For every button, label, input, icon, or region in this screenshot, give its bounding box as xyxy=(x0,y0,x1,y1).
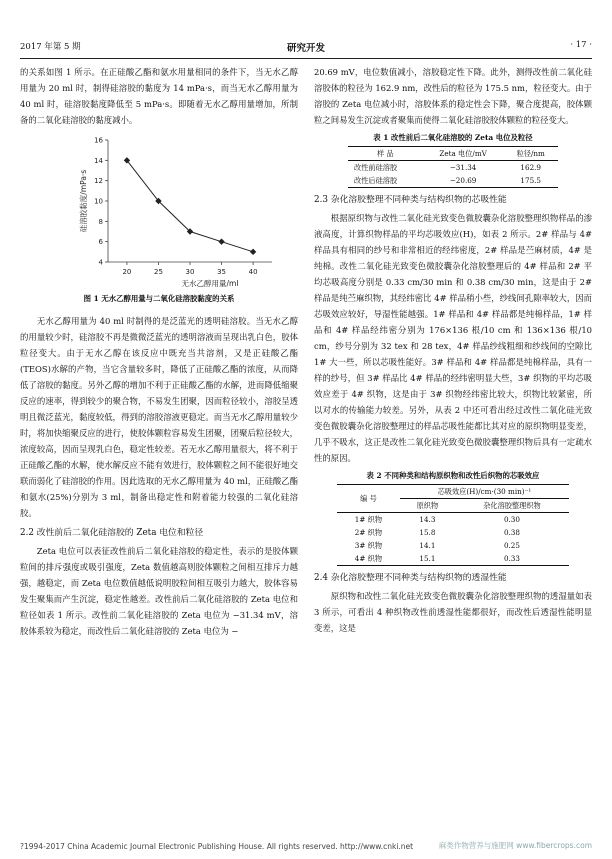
y-axis-title: 硅溶胶黏度/mPa·s xyxy=(79,169,88,233)
y-tick-label: 12 xyxy=(94,177,103,186)
watermark: 麻类作物营养与施肥网 www.fibercrops.com xyxy=(438,841,592,850)
table-1-caption: 表 1 改性前后二氧化硅溶胶的 Zeta 电位及粒径 xyxy=(373,133,533,142)
table-cell: 3# 织物 xyxy=(354,541,383,550)
paragraph: 的关系如图 1 所示。在正硅酸乙酯和氨水用量相同的条件下，当无水乙醇用量为 20 ml 时，制得硅溶胶的黏度为 14 mPa·s，而当无水乙醇用量为 40 ml 时，硅溶胶黏度降低至 5 mPa·s。即随着无水乙醇用量增加，所制备的二氧化硅溶胶的黏度减小。 xyxy=(20,67,298,125)
table-cell: 0.25 xyxy=(503,541,520,550)
table-header-row xyxy=(348,147,558,161)
table-cell: 14.1 xyxy=(419,541,436,550)
table-cell: 0.30 xyxy=(503,515,520,524)
table-cell: −20.69 xyxy=(449,176,477,185)
page-number: · 17 · xyxy=(570,40,592,50)
section-title: 研究开发 xyxy=(286,43,325,54)
table-cell: 15.1 xyxy=(419,554,436,563)
section-heading: 2.4 杂化溶胶整理不同种类与结构织物的透湿性能 xyxy=(314,573,507,583)
table-header: 芯吸效应(H)/cm·(30 min)⁻¹ xyxy=(400,485,569,499)
paragraph: 20.69 mV，电位数值减小，溶胶稳定性下降。此外，测得改性前二氧化硅溶胶体的粒径为 162.9 nm，改性后的粒径为 175.5 nm，粒径变大。由于溶胶的 Zeta 电位减小时，溶胶体系的稳定性会下降，聚合度提高，胶体颗粒之间易发生沉淀或者聚集而使得二氧化硅溶胶胶体颗粒的粒径变大。 xyxy=(314,67,592,125)
table-1 xyxy=(348,146,558,188)
page-footer xyxy=(20,842,592,851)
table-row xyxy=(348,174,558,188)
left-column xyxy=(20,64,298,639)
x-tick-label: 20 xyxy=(122,268,132,276)
y-tick-label: 4 xyxy=(98,258,103,267)
figure-1-chart xyxy=(20,132,298,290)
table-cell: 175.5 xyxy=(520,176,541,185)
viscosity-line-chart xyxy=(20,132,298,290)
x-tick-label: 35 xyxy=(217,268,226,276)
table-cell: −31.34 xyxy=(449,163,477,172)
table-cell: 4# 织物 xyxy=(354,554,383,563)
y-tick-label: 16 xyxy=(94,136,103,145)
table-row xyxy=(337,539,569,552)
table-cell: 15.8 xyxy=(419,528,436,537)
table-header: Zeta 电位/mV xyxy=(439,149,487,158)
table-cell: 改性前硅溶胶 xyxy=(354,163,398,172)
series-line xyxy=(127,160,253,252)
table-cell: 14.3 xyxy=(419,515,436,524)
section-heading: 2.2 改性前后二氧化硅溶胶的 Zeta 电位和粒径 xyxy=(20,528,204,538)
y-tick-label: 10 xyxy=(94,197,103,206)
paragraph: 无水乙醇用量为 40 ml 时制得的是泛蓝光的透明硅溶胶。当无水乙醇的用量较少时，硅溶胶不再是微微泛蓝光的透明溶液而呈现出乳白色，胶体粒径变大。由于无水乙醇在该反应中既充当共溶剂，又是正硅酸乙酯(TEOS)水解的产物，当它含量较多时，降低了正硅酸乙酯的浓度，从而降低了溶胶的黏度。另外乙醇的增加不利于正硅酸乙酯的水解，进而降低缩聚反应的速率，得到较少的聚合物，不易发生团聚，因而粒径较小，溶胶呈透明且微泛蓝光，黏度较低，得到的溶胶溶液更稳定。而当无水乙醇用量较少时，将加快缩聚反应的进行，使胶体颗粒容易发生团聚，团聚后粒径较大，浓度较高，因而呈现乳白色，稳定性较差。若无水乙醇用量很大，将不利于正硅酸乙酯的水解，使水解反应不能有效进行，胶体颗粒之间不能很好地交联而弱化了硅溶胶的作用。因此选取的无水乙醇用量为 40 ml，正硅酸乙酯和氨水(25%)分别为 3 ml，制备出稳定性和附着能力较强的二氧化硅溶胶。 xyxy=(20,316,298,518)
paragraph: 根据原织物与改性二氧化硅光致变色微胶囊杂化溶胶整理织物样品的渗液高度，计算织物样品的平均芯吸效应(H)，如表 2 所示。2# 样品与 4# 样品具有相同的纱号和非常相近的经纬密度，2# 样品是苎麻材质，4# 是纯棉。改性二氧化硅光致变色微胶囊杂化溶胶整理后的 4# 样品和 2# 平均芯吸高度分别是 0.33 cm/30 min 和 0.38 cm/30 min，这是由于 2# 样品是纯苎麻织物，其经纬密比 4# 样品稍小些，纱线间孔隙率较大，因而芯吸效应较好，导湿性能越强。1# 样品和 4# 样品都是纯棉样品，1# 样品和 4# 样品经纬密分别为 176×136 根/10 cm 和 136×136 根/10 cm，纱号分别为 32 tex 和 28 tex，4# 样品纱线粗细和纱线间的空隙比 1# 大一些，所以芯吸性能好。3# 样品和 4# 样品都是纯棉样品，具有一样的纱号，但 3# 样品比 4# 样品的经纬密明显大些，3# 织物的平均芯吸效应差于 4# 织物，这是由于 3# 织物经纬密比较大，织物比较紧密，所以对水的传输能力较差。另外，从表 2 中还可看出经过改性二氧化硅光致变色微胶囊杂化溶胶整理过的样品芯吸性能都比其对应的原织物明显变差，几乎不吸水，这正是改性二氧化硅光致变色微胶囊整理织物后具有一定疏水性的原因。 xyxy=(314,213,592,463)
table-row xyxy=(337,526,569,539)
table-header: 原织物 xyxy=(416,501,439,510)
table-2 xyxy=(337,484,569,566)
x-tick-label: 30 xyxy=(185,268,195,276)
copyright-notice: ?1994-2017 China Academic Journal Electronic Publishing House. All rights reserved. http://www.cnki.net xyxy=(20,842,414,851)
x-axis-title: 无水乙醇用量/ml xyxy=(181,279,239,288)
table-cell: 1# 织物 xyxy=(354,515,383,524)
table-cell: 改性后硅溶胶 xyxy=(354,176,398,185)
header-rule xyxy=(20,58,592,59)
table-cell: 0.38 xyxy=(503,528,520,537)
paragraph: Zeta 电位可以表征改性前后二氧化硅溶胶的稳定性，表示的是胶体颗粒间的排斥强度或吸引强度，Zeta 数值越高则胶体颗粒之间相互排斥力越强，越稳定，而 Zeta 电位数值越低说明胶粒间相互吸引力越大，胶体容易发生聚集而产生沉淀，稳定性越差。改性前后二氧化硅溶胶的 Zeta 电位和粒径如表 1 所示。改性前二氧化硅溶胶的 Zeta 电位为 −31.34 mV，溶胶体系较为稳定，而改性后二氧化硅溶胶的 Zeta 电位为 − xyxy=(20,546,298,636)
table-cell: 2# 织物 xyxy=(354,528,383,537)
table-header: 样 品 xyxy=(377,149,394,158)
section-heading: 2.3 杂化溶胶整理不同种类与结构织物的芯吸性能 xyxy=(314,195,507,205)
table-header: 编 号 xyxy=(360,494,377,503)
table-2-caption: 表 2 不同种类和结构原织物和改性后织物的芯吸效应 xyxy=(366,471,540,480)
data-point xyxy=(250,249,256,255)
x-tick-label: 40 xyxy=(248,268,258,276)
y-tick-label: 8 xyxy=(98,217,103,226)
table-header-row xyxy=(337,485,569,499)
table-cell: 0.33 xyxy=(503,554,520,563)
table-cell: 162.9 xyxy=(520,163,541,172)
right-column xyxy=(314,64,592,636)
y-tick-label: 6 xyxy=(98,238,103,247)
y-tick-label: 14 xyxy=(94,156,103,165)
paragraph: 原织物和改性二氧化硅光致变色微胶囊杂化溶胶整理织物的透湿量如表 3 所示，可看出 4 种织物改性前透湿性能都很好，而改性后透湿性能明显变差，这是 xyxy=(314,591,592,633)
table-row xyxy=(348,161,558,175)
table-row xyxy=(337,552,569,566)
table-header: 粒径/nm xyxy=(516,149,545,158)
table-header: 杂化溶胶整理织物 xyxy=(483,501,541,510)
table-row xyxy=(337,513,569,527)
data-point xyxy=(218,238,224,244)
page-header xyxy=(20,40,592,54)
x-tick-label: 25 xyxy=(154,268,163,276)
issue-label: 2017 年第 5 期 xyxy=(20,42,81,52)
figure-caption: 图 1 无水乙醇用量与二氧化硅溶胶黏度的关系 xyxy=(83,294,235,303)
